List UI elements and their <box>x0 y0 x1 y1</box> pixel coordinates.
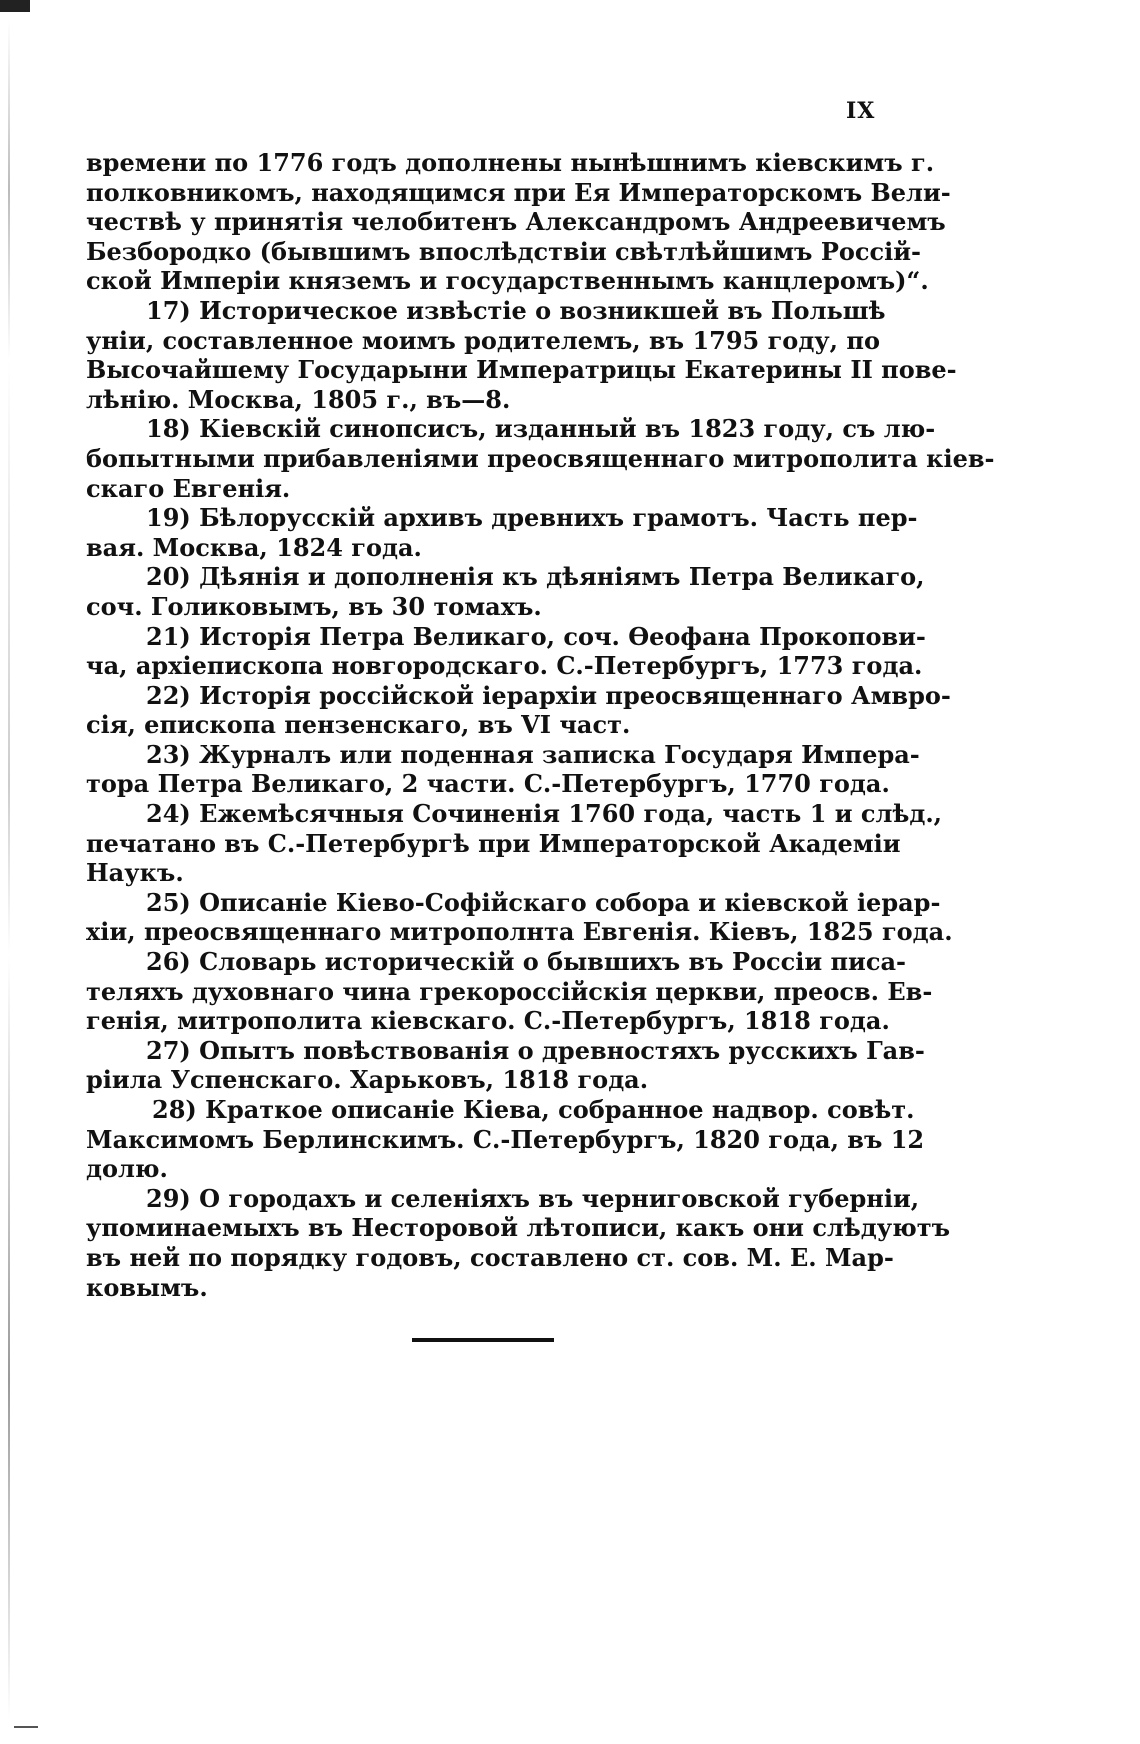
text-line: 18) Кіевскій синопсисъ, изданный въ 1823 году, съ лю- <box>146 414 936 444</box>
text-line: теляхъ духовнаго чина грекороссійскія церкви, преосв. Ев- <box>86 976 933 1006</box>
text-line: лѣнію. Москва, 1805 г., въ—8. <box>86 384 511 414</box>
text-line: 21) Исторія Петра Великаго, соч. Ѳеофана Прокопови- <box>146 621 926 651</box>
text-line: 26) Словарь историческій о бывшихъ въ Россіи писа- <box>146 947 906 977</box>
text-line: уніи, составленное моимъ родителемъ, въ 1795 году, по <box>86 325 880 355</box>
text-line: Наукъ. <box>86 858 184 888</box>
text-line: генія, митрополита кіевскаго. С.-Петербургъ, 1818 года. <box>86 1006 890 1036</box>
text-line: времени по 1776 годъ дополнены нынѣшнимъ кіевскимъ г. <box>86 148 935 177</box>
text-line: 29) О городахъ и селеніяхъ въ черниговской губерніи, <box>146 1183 920 1213</box>
scan-edge-dash <box>14 1726 38 1728</box>
text-line: печатано въ С.-Петербургѣ при Императорской Академіи <box>86 828 901 858</box>
text-line: 22) Исторія россійской іерархіи преосвященнаго Амвро- <box>146 680 951 710</box>
text-line: 20) Дѣянія и дополненія къ дѣяніямъ Петра Великаго, <box>146 562 925 592</box>
text-line: 27) Опытъ повѣствованія о древностяхъ русскихъ Гав- <box>146 1035 925 1065</box>
text-line: 23) Журналъ или поденная записка Государя Импера- <box>146 739 920 769</box>
text-line: Безбородко (бывшимъ впослѣдствіи свѣтлѣйшимъ Россій- <box>86 236 921 266</box>
text-line: Высочайшему Государыни Императрицы Екатерины II пове- <box>86 355 957 385</box>
text-line: полковникомъ, находящимся при Ея Императорскомъ Вели- <box>86 177 951 207</box>
bibliography-text <box>86 148 995 1302</box>
text-line: долю. <box>86 1154 168 1184</box>
page-number: IX <box>846 98 876 124</box>
text-line: Максимомъ Берлинскимъ. С.-Петербургъ, 1820 года, въ 12 <box>86 1124 925 1154</box>
text-line: ча, архіепископа новгородскаго. С.-Петербургъ, 1773 года. <box>86 651 923 681</box>
text-line: чествѣ у принятія челобитенъ Александромъ Андреевичемъ <box>86 207 946 237</box>
text-line: хіи, преосвященнаго митрополнта Евгенія. Кіевъ, 1825 года. <box>86 917 953 947</box>
text-line: 24) Ежемѣсячныя Сочиненія 1760 года, часть 1 и слѣд., <box>146 799 943 829</box>
scan-edge-mark <box>0 0 30 12</box>
text-line: скаго Евгенія. <box>86 473 291 503</box>
text-line: 28) Краткое описаніе Кіева, собранное надвор. совѣт. <box>152 1095 915 1124</box>
text-line: въ ней по порядку годовъ, составлено ст. сов. М. Е. Мар- <box>86 1242 894 1272</box>
text-line: бопытными прибавленіями преосвященнаго митрополита кіев- <box>86 443 995 473</box>
text-line: 19) Бѣлорусскій архивъ древнихъ грамотъ. Часть пер- <box>146 503 918 533</box>
text-line: 17) Историческое извѣстіе о возникшей въ Польшѣ <box>146 295 886 325</box>
text-line: ковымъ. <box>86 1272 208 1302</box>
text-line: тора Петра Великаго, 2 части. С.-Петербургъ, 1770 года. <box>86 769 890 799</box>
text-line: соч. Голиковымъ, въ 30 томахъ. <box>86 591 542 621</box>
scan-edge-shadow <box>8 20 10 1720</box>
text-line: сія, епископа пензенскаго, въ VI част. <box>86 710 631 740</box>
end-rule <box>412 1338 554 1342</box>
text-line: ріила Успенскаго. Харьковъ, 1818 года. <box>86 1065 649 1095</box>
text-line: 25) Описаніе Кіево-Софійскаго собора и кіевской іерар- <box>146 887 941 917</box>
text-line: вая. Москва, 1824 года. <box>86 532 422 562</box>
text-line: упоминаемыхъ въ Несторовой лѣтописи, какъ они слѣдуютъ <box>86 1213 950 1243</box>
text-line: ской Имперіи княземъ и государственнымъ канцлеромъ)“. <box>86 266 929 296</box>
